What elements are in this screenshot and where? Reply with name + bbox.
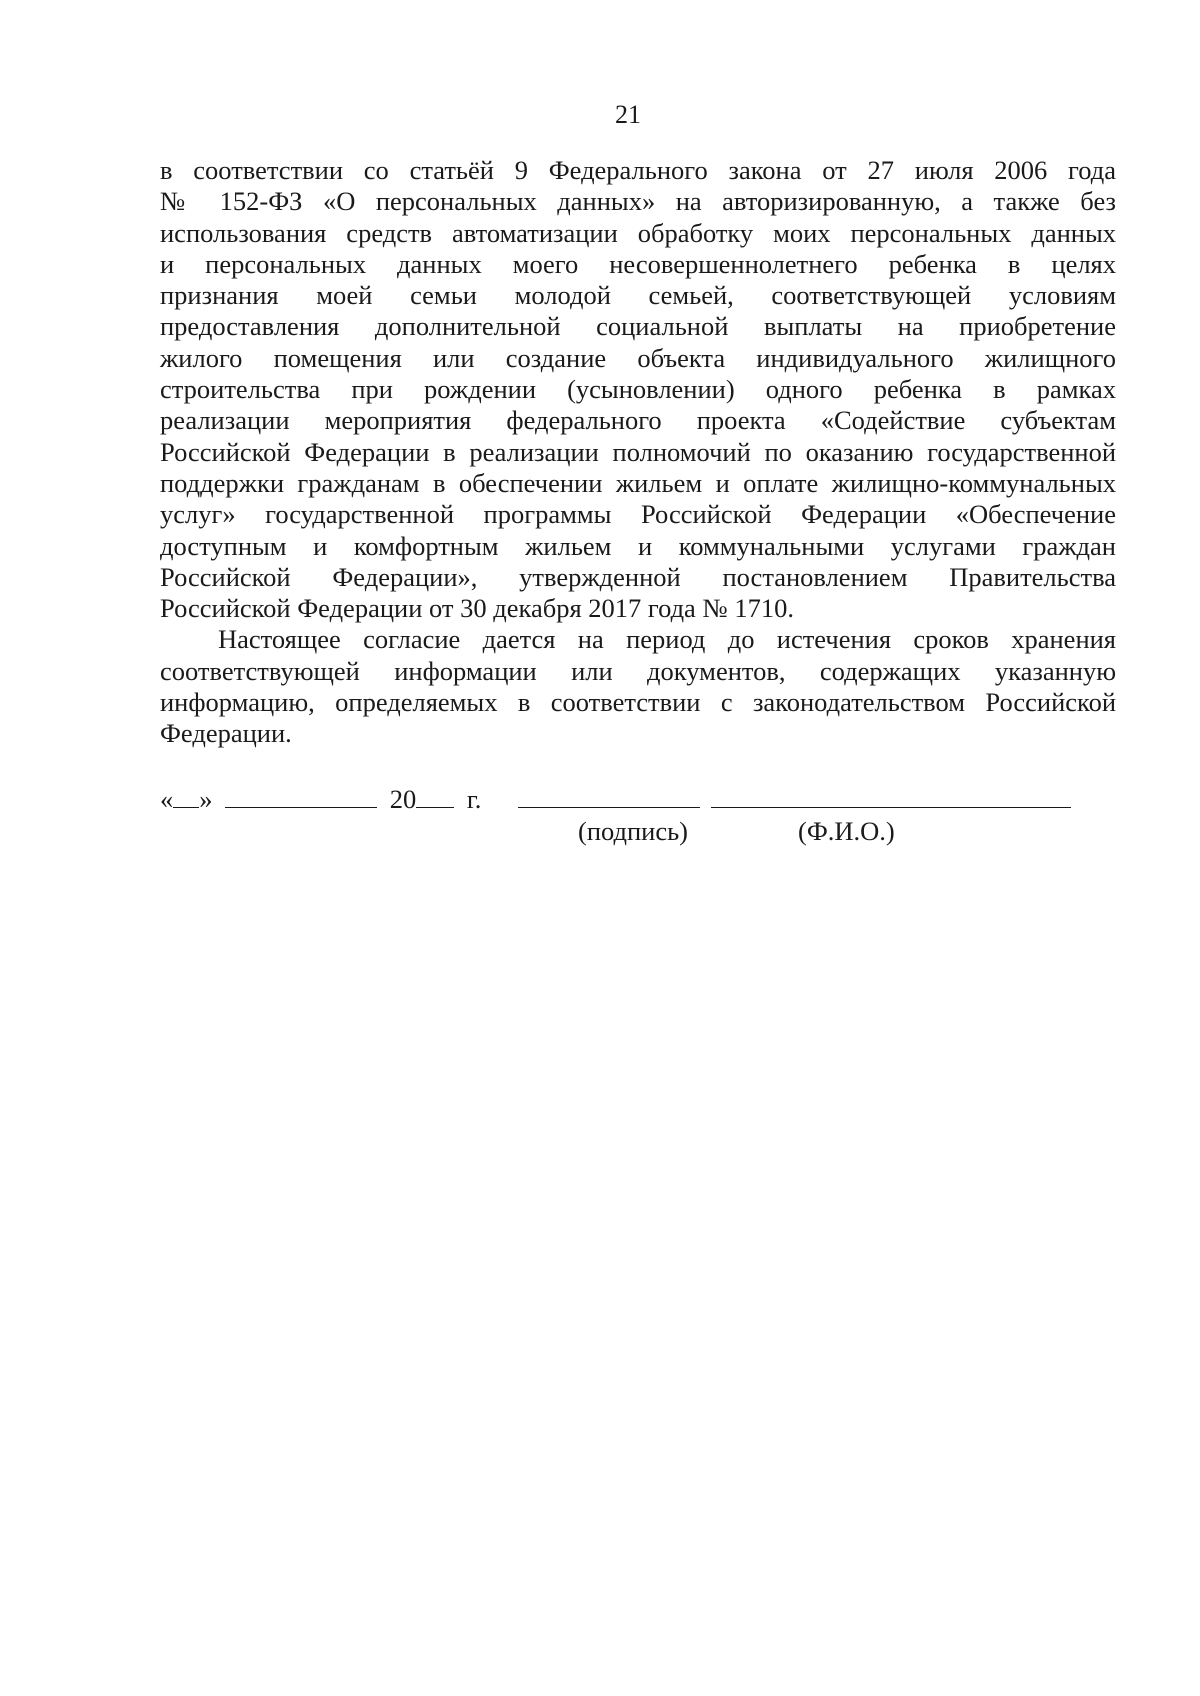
text-line: Федерации. bbox=[160, 718, 292, 749]
text-line: реализации мероприятия федерального проекта «Содействие субъектам bbox=[160, 405, 1116, 436]
text-line: Российской Федерации», утвержденной постановлением Правительства bbox=[160, 561, 1116, 592]
day-blank[interactable] bbox=[173, 807, 199, 808]
full-name-blank[interactable] bbox=[711, 807, 1071, 808]
signature-caption: (подпись) bbox=[578, 816, 689, 846]
document-body bbox=[160, 155, 1116, 750]
text-line: жилого помещения или создание объекта индивидуального жилищного bbox=[160, 342, 1116, 373]
page-number: 21 bbox=[615, 100, 641, 129]
consent-paragraph bbox=[160, 155, 1116, 624]
text-line: предоставления дополнительной социальной выплаты на приобретение bbox=[160, 311, 1116, 342]
text-line: услуг» государственной программы Российской Федерации «Обеспечение bbox=[160, 499, 1116, 530]
text-line: и персональных данных моего несовершеннолетнего ребенка в целях bbox=[160, 248, 1116, 279]
text-line: Настоящее согласие дается на период до истечения сроков хранения bbox=[218, 624, 1116, 655]
signature-blank[interactable] bbox=[518, 807, 700, 808]
year-suffix: г. bbox=[466, 784, 482, 814]
month-blank[interactable] bbox=[225, 807, 377, 808]
text-line: использования средств автоматизации обработку моих персональных данных bbox=[160, 217, 1116, 248]
text-line: поддержки гражданам в обеспечении жильем и оплате жилищно-коммунальных bbox=[160, 467, 1116, 498]
text-line: Российской Федерации в реализации полномочий по оказанию государственной bbox=[160, 436, 1116, 467]
signature-date-line bbox=[160, 784, 1120, 814]
day-close-quote: » bbox=[199, 784, 213, 814]
text-line: информацию, определяемых в соответствии с законодательством Российской bbox=[160, 687, 1116, 718]
text-line: в соответствии со статьёй 9 Федерального закона от 27 июля 2006 года bbox=[160, 155, 1116, 185]
consent-period-paragraph bbox=[160, 624, 1116, 749]
year-prefix: 20 bbox=[389, 784, 417, 814]
text-line: Российской Федерации от 30 декабря 2017 года № 1710. bbox=[160, 593, 794, 624]
text-line: № 152-ФЗ «О персональных данных» на авторизированную, а также без bbox=[160, 186, 1116, 217]
text-line: доступным и комфортным жильем и коммунальными услугами граждан bbox=[160, 530, 1116, 561]
text-line: строительства при рождении (усыновлении) одного ребенка в рамках bbox=[160, 374, 1116, 405]
full-name-caption: (Ф.И.О.) bbox=[798, 816, 895, 846]
text-line: соответствующей информации или документов, содержащих указанную bbox=[160, 655, 1116, 686]
day-open-quote: « bbox=[160, 784, 174, 814]
year-blank[interactable] bbox=[416, 807, 454, 808]
text-line: признания моей семьи молодой семьей, соответствующей условиям bbox=[160, 280, 1116, 311]
